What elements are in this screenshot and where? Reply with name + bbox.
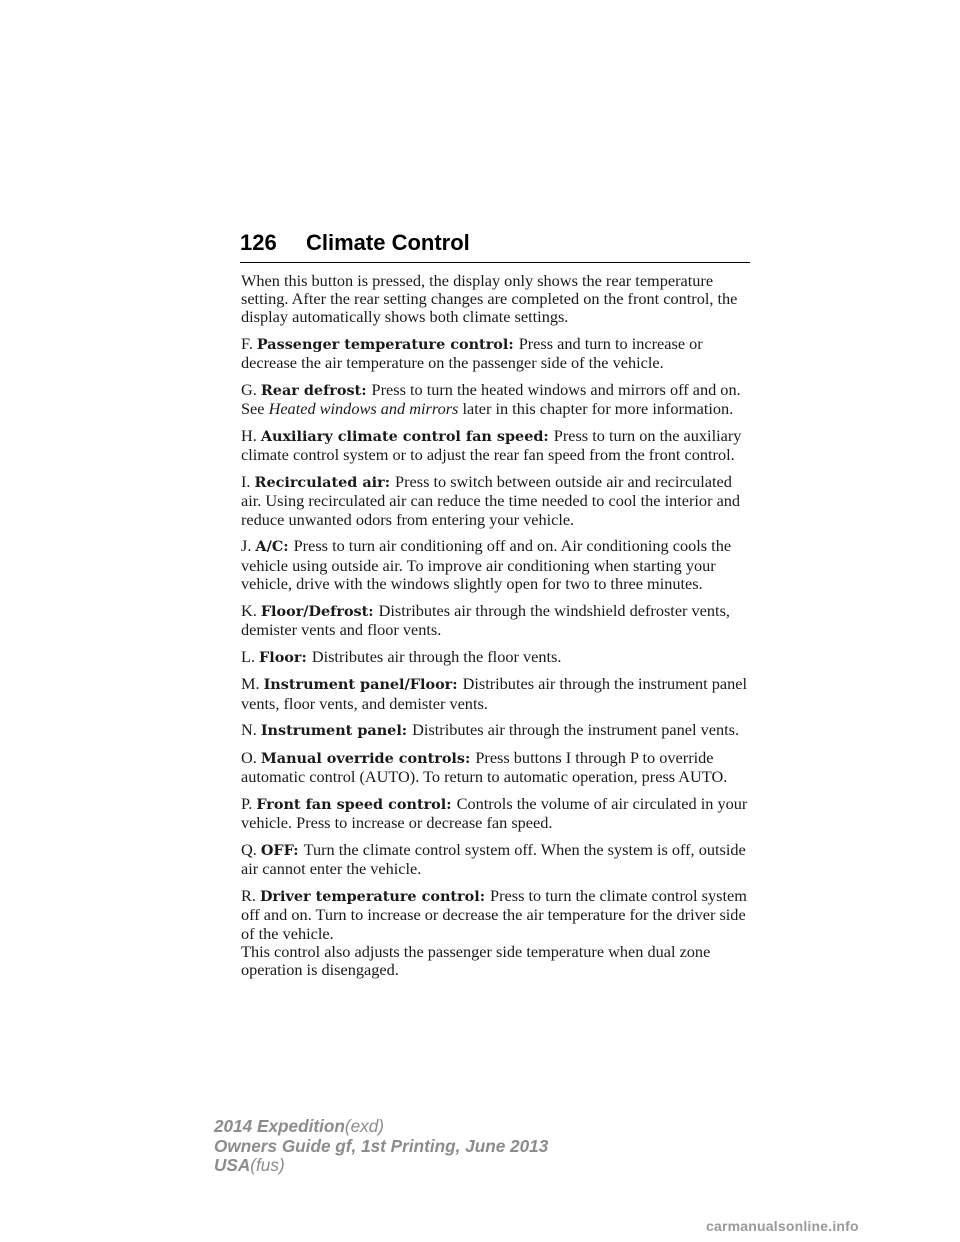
item-p xyxy=(241,795,753,832)
item-term: Driver temperature control: xyxy=(259,888,486,906)
item-q xyxy=(241,841,753,878)
item-term: Instrument panel: xyxy=(260,722,408,740)
body-text xyxy=(241,272,753,988)
item-o xyxy=(241,749,753,786)
item-r xyxy=(241,887,753,943)
item-letter: Q. xyxy=(241,840,257,860)
item-letter: O. xyxy=(241,748,257,768)
item-text: Distributes air through the floor vents. xyxy=(311,646,562,666)
footer-market-line xyxy=(214,1156,634,1176)
footer-model-code: (exd) xyxy=(344,1116,385,1136)
item-i xyxy=(241,473,753,529)
item-letter: G. xyxy=(241,380,257,400)
item-letter: J. xyxy=(241,536,252,556)
item-text: Press to switch between outside air and recirculated air. Using recirculated air can reduce the time needed to cool the interior and reduce unwanted odors from entering your vehicle. xyxy=(241,472,741,529)
item-term: Recirculated air: xyxy=(254,474,391,492)
chapter-title: Climate Control xyxy=(306,230,470,255)
item-j xyxy=(241,537,753,593)
item-text: Press to turn the heated windows and mirrors off and on. See xyxy=(241,380,741,419)
item-text: Press buttons I through P to override automatic control (AUTO). To return to automatic operation, press AUTO. xyxy=(241,748,728,787)
item-l xyxy=(241,648,753,667)
item-text: Press to turn air conditioning off and on. Air conditioning cools the vehicle using outside air. To improve air conditioning when starting your vehicle, drive with the windows slightly open for two to three minutes. xyxy=(241,536,732,593)
item-term: Front fan speed control: xyxy=(256,796,452,814)
item-n xyxy=(241,721,753,740)
page-number: 126 xyxy=(240,230,277,255)
item-letter: I. xyxy=(241,472,251,492)
page-header xyxy=(240,228,750,263)
item-term: OFF: xyxy=(260,842,299,860)
footer-guide-line: Owners Guide gf, 1st Printing, June 2013 xyxy=(214,1135,549,1156)
item-letter: L. xyxy=(241,646,256,666)
item-text: Distributes air through the instrument panel vents. xyxy=(412,720,740,740)
cross-reference: Heated windows and mirrors xyxy=(268,399,459,419)
item-text: Turn the climate control system off. When the system is off, outside air cannot enter the vehicle. xyxy=(241,840,746,879)
item-term: Floor: xyxy=(259,648,307,666)
item-m xyxy=(241,675,753,712)
item-term: Auxiliary climate control fan speed: xyxy=(260,428,549,446)
item-term: Passenger temperature control: xyxy=(256,336,514,354)
item-f xyxy=(241,335,753,372)
item-h xyxy=(241,427,753,464)
footer-market: USA xyxy=(214,1155,251,1175)
item-letter: R. xyxy=(241,886,256,906)
footer-market-code: (fus) xyxy=(250,1155,285,1175)
item-text: later in this chapter for more information. xyxy=(458,399,734,419)
item-k xyxy=(241,602,753,639)
item-text: Distributes air through the windshield defroster vents, demister vents and floor vents. xyxy=(241,600,730,639)
item-text: Controls the volume of air circulated in your vehicle. Press to increase or decrease fan speed. xyxy=(241,794,748,833)
item-text: Press and turn to increase or decrease the air temperature on the passenger side of the vehicle. xyxy=(241,334,703,373)
intro-paragraph: When this button is pressed, the display only shows the rear temperature setting. After the rear setting changes are completed on the front control, the display automatically shows both climate settings. xyxy=(241,271,738,327)
item-term: Rear defrost: xyxy=(260,382,367,400)
item-letter: F. xyxy=(241,334,253,354)
footer-model: 2014 Expedition xyxy=(214,1116,345,1136)
item-letter: P. xyxy=(241,794,253,814)
page-footer xyxy=(214,1117,634,1176)
closing-paragraph: This control also adjusts the passenger side temperature when dual zone operation is disengaged. xyxy=(241,941,711,980)
item-text: Press to turn the climate control system off and on. Turn to increase or decrease the air temperature for the driver side of the vehicle. xyxy=(241,886,747,943)
item-g xyxy=(241,381,753,418)
item-term: A/C: xyxy=(255,538,289,556)
item-term: Floor/Defrost: xyxy=(260,602,374,620)
item-letter: N. xyxy=(241,720,257,740)
site-watermark: carmanualsonline.info xyxy=(706,1218,859,1234)
item-term: Instrument panel/Floor: xyxy=(263,676,458,694)
item-term: Manual override controls: xyxy=(260,750,471,768)
item-text: Press to turn on the auxiliary climate control system or to adjust the rear fan speed from the front control. xyxy=(241,426,742,465)
footer-model-line xyxy=(214,1117,634,1137)
item-letter: H. xyxy=(241,426,257,446)
item-text: Distributes air through the instrument panel vents, floor vents, and demister vents. xyxy=(241,674,747,713)
item-letter: M. xyxy=(241,674,260,694)
item-letter: K. xyxy=(241,600,257,620)
